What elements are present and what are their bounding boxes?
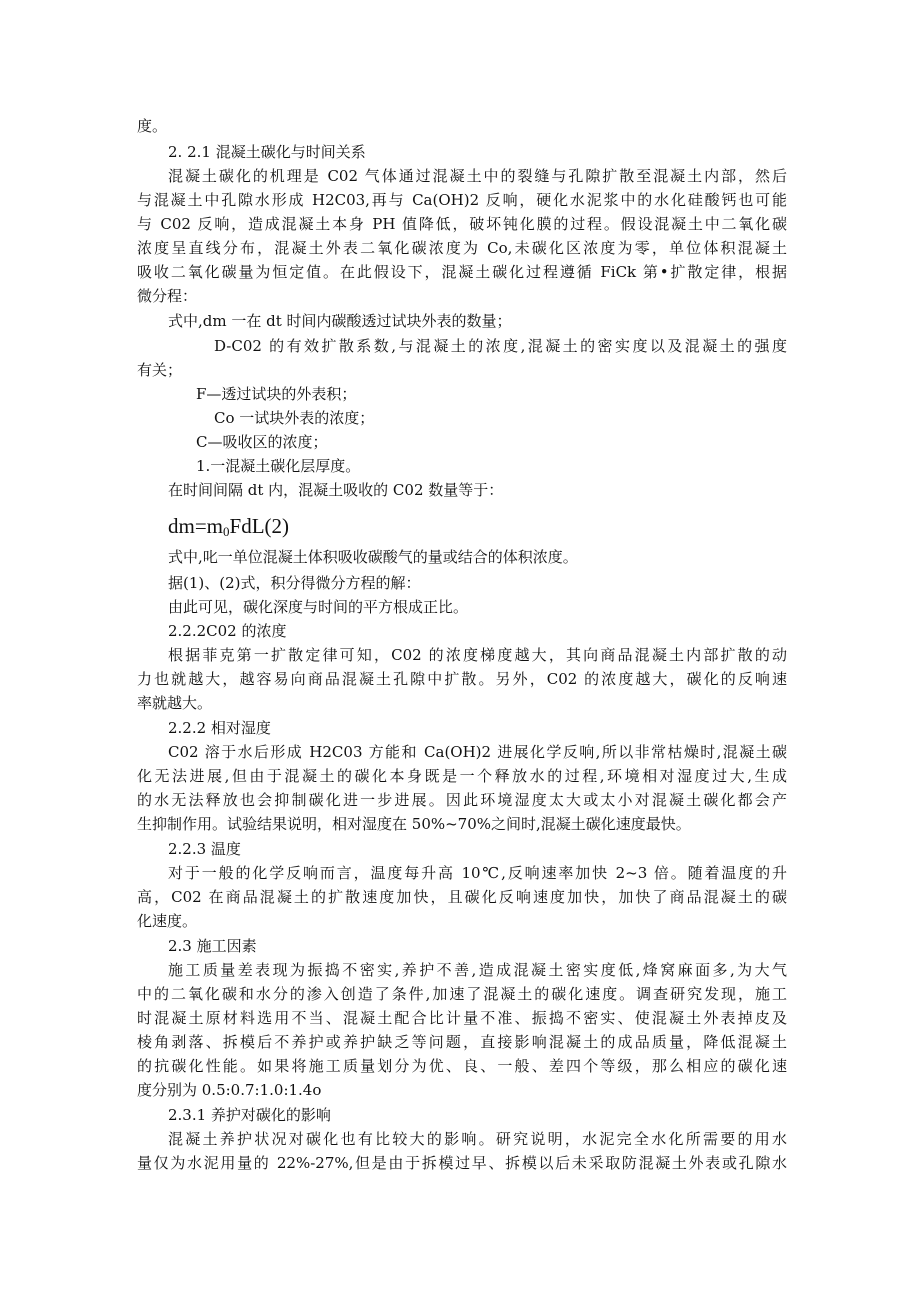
text-line: 度。 bbox=[137, 117, 168, 135]
section-heading: 2.2.2 相对湿度 bbox=[168, 719, 271, 737]
section-heading: 2.2.2C02 的浓度 bbox=[168, 622, 287, 640]
paragraph-line: 浓度呈直线分布，混凝土外表二氧化碳浓度为 Co,未碳化区浓度为零，单位体积混凝土 bbox=[137, 239, 787, 257]
definition-line: D-C02 的有效扩散系数,与混凝土的浓度,混凝土的密实度以及混凝土的强度 bbox=[214, 337, 787, 355]
paragraph-line: 混凝土养护状况对碳化也有比较大的影响。研究说明，水泥完全水化所需要的用水 bbox=[168, 1130, 787, 1148]
text-line: 式中,叱一单位混凝土体积吸收碳酸气的量或结合的体积浓度。 bbox=[168, 548, 578, 566]
paragraph-line: 根据菲克第一扩散定律可知，C02 的浓度梯度越大，其向商品混凝土内部扩散的动 bbox=[168, 646, 787, 664]
paragraph-line: 率就越大。 bbox=[137, 694, 213, 712]
paragraph-line: 的抗碳化性能。如果将施工质量划分为优、良、一般、差四个等级，那么相应的碳化速 bbox=[137, 1057, 787, 1075]
section-heading: 2.3 施工因素 bbox=[168, 937, 257, 955]
paragraph-line: 的水无法释放也会抑制碳化进一步进展。因此环境湿度太大或太小对混凝土碳化都会产 bbox=[137, 791, 787, 809]
section-heading: 2. 2.1 混凝土碳化与时间关系 bbox=[168, 143, 366, 161]
paragraph-line: C02 溶于水后形成 H2C03 方能和 Ca(OH)2 进展化学反响,所以非常枯燥时,混凝土碳 bbox=[168, 743, 787, 761]
paragraph-line: 生抑制作用。试验结果说明，相对湿度在 50%~70%之间时,混凝土碳化速度最快。 bbox=[137, 815, 691, 833]
paragraph-line: 中的二氧化碳和水分的渗入创造了条件,加速了混凝土的碳化速度。调查研究发现，施工 bbox=[137, 985, 787, 1003]
paragraph-line: 棱角剥落、拆模后不养护或养护缺乏等问题，直接影响混凝土的成品质量，降低混凝土 bbox=[137, 1033, 787, 1051]
equation-part: dm=m bbox=[168, 514, 224, 538]
paragraph-line: 与混凝土中孔隙水形成 H2C03,再与 Ca(OH)2 反响，硬化水泥浆中的水化硅酸钙也可能 bbox=[137, 191, 787, 209]
paragraph-line: 混凝土碳化的机理是 C02 气体通过混凝土中的裂缝与孔隙扩散至混凝土内部，然后 bbox=[168, 167, 787, 185]
definition-line: 式中,dm 一在 dt 时间内碳酸透过试块外表的数量； bbox=[168, 312, 512, 330]
definition-line: Co 一试块外表的浓度； bbox=[214, 409, 375, 427]
paragraph-line: 度分别为 0.5:0.7:1.0:1.4o bbox=[137, 1081, 322, 1099]
paragraph-line: 化速度。 bbox=[137, 912, 198, 930]
equation-part: FdL(2) bbox=[229, 514, 290, 538]
equation bbox=[168, 513, 289, 545]
paragraph-line: 化无法进展,但由于混凝土的碳化本身既是一个释放水的过程,环境相对湿度过大,生成 bbox=[137, 767, 787, 785]
definition-line: C—吸收区的浓度； bbox=[196, 433, 328, 451]
paragraph-line: 力也就越大，越容易向商品混凝土孔隙中扩散。另外，C02 的浓度越大，碳化的反响速 bbox=[137, 670, 787, 688]
text-line: 在时间间隔 dt 内，混凝土吸收的 C02 数量等于： bbox=[168, 481, 504, 499]
paragraph-line: 高，C02 在商品混凝土的扩散速度加快，且碳化反响速度加快，加快了商品混凝土的碳 bbox=[137, 888, 787, 906]
definition-line: 1.一混凝土碳化层厚度。 bbox=[196, 457, 361, 475]
text-line: 由此可见，碳化深度与时间的平方根成正比。 bbox=[168, 598, 469, 616]
equation-subscript: 0 bbox=[223, 524, 230, 539]
paragraph-line: 吸收二氧化碳量为恒定值。在此假设下，混凝土碳化过程遵循 FiCk 第•扩散定律，根据 bbox=[137, 263, 787, 281]
paragraph-line: 时混凝土原材料选用不当、混凝土配合比计量不准、振捣不密实、使混凝土外表掉皮及 bbox=[137, 1009, 787, 1027]
paragraph-line: 与 C02 反响，造成混凝土本身 PH 值降低，破坏钝化膜的过程。假设混凝土中二氧化碳 bbox=[137, 215, 787, 233]
section-heading: 2.3.1 养护对碳化的影响 bbox=[168, 1106, 331, 1124]
paragraph-line: 施工质量差表现为振捣不密实,养护不善,造成混凝土密实度低,烽窝麻面多,为大气 bbox=[168, 961, 787, 979]
text-line: 据(1)、(2)式，积分得微分方程的解： bbox=[168, 574, 421, 592]
section-heading: 2.2.3 温度 bbox=[168, 840, 241, 858]
paragraph-line: 对于一般的化学反响而言，温度每升高 10℃,反响速率加快 2~3 倍。随着温度的升 bbox=[168, 864, 787, 882]
paragraph-line: 微分程： bbox=[137, 287, 198, 305]
paragraph-line: 量仅为水泥用量的 22%-27%,但是由于拆模过早、拆模以后未采取防混凝土外表或孔隙水 bbox=[137, 1154, 787, 1172]
definition-line: 有关； bbox=[137, 361, 183, 379]
definition-line: F—透过试块的外表积； bbox=[196, 385, 357, 403]
